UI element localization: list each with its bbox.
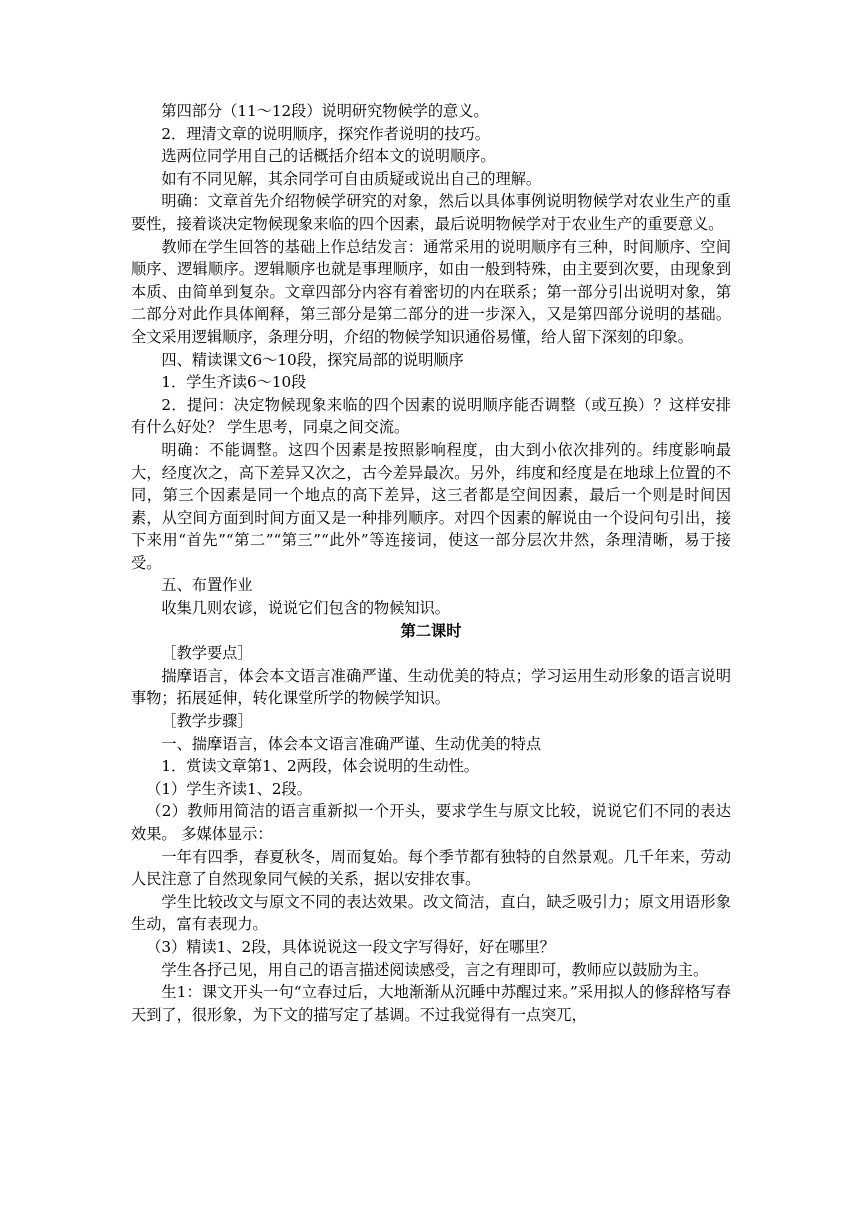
paragraph: 生1：课文开头一句“立春过后，大地渐渐从沉睡中苏醒过来。”采用拟人的修辞格写春天到了，很形象，为下文的描写定了基调。不过我觉得有一点突兀，: [131, 983, 731, 1024]
paragraph: 揣摩语言，体会本文语言准确严谨、生动优美的特点；学习运用生动形象的语言说明事物；拓展延伸，转化课堂所学的物候学知识。: [131, 666, 731, 708]
paragraph: 收集几则农谚，说说它们包含的物候知识。: [161, 599, 450, 618]
paragraph: 2．理清文章的说明顺序，探究作者说明的技巧。: [161, 124, 490, 143]
subsection-label: ［教学步骤］: [161, 712, 253, 731]
paragraph: 如有不同见解，其余同学可自由质疑或说出自己的理解。: [161, 169, 542, 188]
paragraph: 学生各抒己见，用自己的语言描述阅读感受，言之有理即可，教师应以鼓励为主。: [161, 960, 709, 979]
paragraph: 明确：文章首先介绍物候学研究的对象，然后以具体事例说明物候学对农业生产的重要性，接着谈决定物候现象来临的四个因素，最后说明物候学对于农业生产的重要意义。: [131, 192, 731, 233]
paragraph: 2．提问：决定物候现象来临的四个因素的说明顺序能否调整（或互换）？这样安排有什么好处？ 学生思考，同桌之间交流。: [131, 395, 731, 437]
paragraph: 第四部分（11～12段）说明研究物候学的意义。: [161, 102, 489, 120]
paragraph: （1）学生齐读1、2段。: [146, 779, 312, 798]
paragraph: （2）教师用简洁的语言重新拟一个开头，要求学生与原文比较，说说它们不同的表达效果。 多媒体显示：: [131, 802, 731, 843]
paragraph: （3）精读1、2段，具体说说这一段文字写得好，好在哪里？: [146, 937, 555, 956]
section-heading: 一、揣摩语言，体会本文语言准确严谨、生动优美的特点: [161, 734, 542, 753]
section-heading: 五、布置作业: [161, 576, 253, 595]
paragraph: 1．赏读文章第1、2两段，体会说明的生动性。: [161, 757, 479, 776]
paragraph: 教师在学生回答的基础上作总结发言：通常采用的说明顺序有三种，时间顺序、空间顺序、逻辑顺序。逻辑顺序也就是事理顺序，如由一般到特殊，由主要到次要，由现象到本质、由简单到复杂。文章四部分内容有着密切的内在联系；第一部分引出说明对象，第二部分对此作具体阐释，第三部分是第二部分的进一步深入，又是第四部分说明的基础。全文采用逻辑顺序，条理分明，介绍的物候学知识通俗易懂，给人留下深刻的印象。: [131, 237, 731, 346]
subsection-label: ［教学要点］: [161, 644, 253, 663]
document-body: [131, 100, 731, 1026]
section-heading: 四、精读课文6～10段，探究局部的说明顺序: [161, 350, 464, 369]
lesson-title: 第二课时: [400, 621, 462, 640]
paragraph: 明确：不能调整。这四个因素是按照影响程度，由大到小依次排列的。纬度影响最大，经度次之，高下差异又次之，古今差异最次。另外，纬度和经度是在地球上位置的不同，第三个因素是同一个地点的高下差异，这三者都是空间因素，最后一个则是时间因素，从空间方面到时间方面又是一种排列顺序。对四个因素的解说由一个设问句引出，接下来用“首先”“第二”“第三”“此外”等连接词，使这一部分层次井然，条理清晰，易于接受。: [131, 440, 731, 572]
paragraph: 1．学生齐读6～10段: [161, 373, 307, 392]
paragraph: 学生比较改文与原文不同的表达效果。改文简洁，直白，缺乏吸引力；原文用语形象生动，富有表现力。: [131, 892, 731, 934]
paragraph: 选两位同学用自己的话概括介绍本文的说明顺序。: [161, 147, 496, 166]
paragraph: 一年有四季，春夏秋冬，周而复始。每个季节都有独特的自然景观。几千年来，劳动人民注意了自然现象同气候的关系，据以安排农事。: [131, 847, 731, 889]
